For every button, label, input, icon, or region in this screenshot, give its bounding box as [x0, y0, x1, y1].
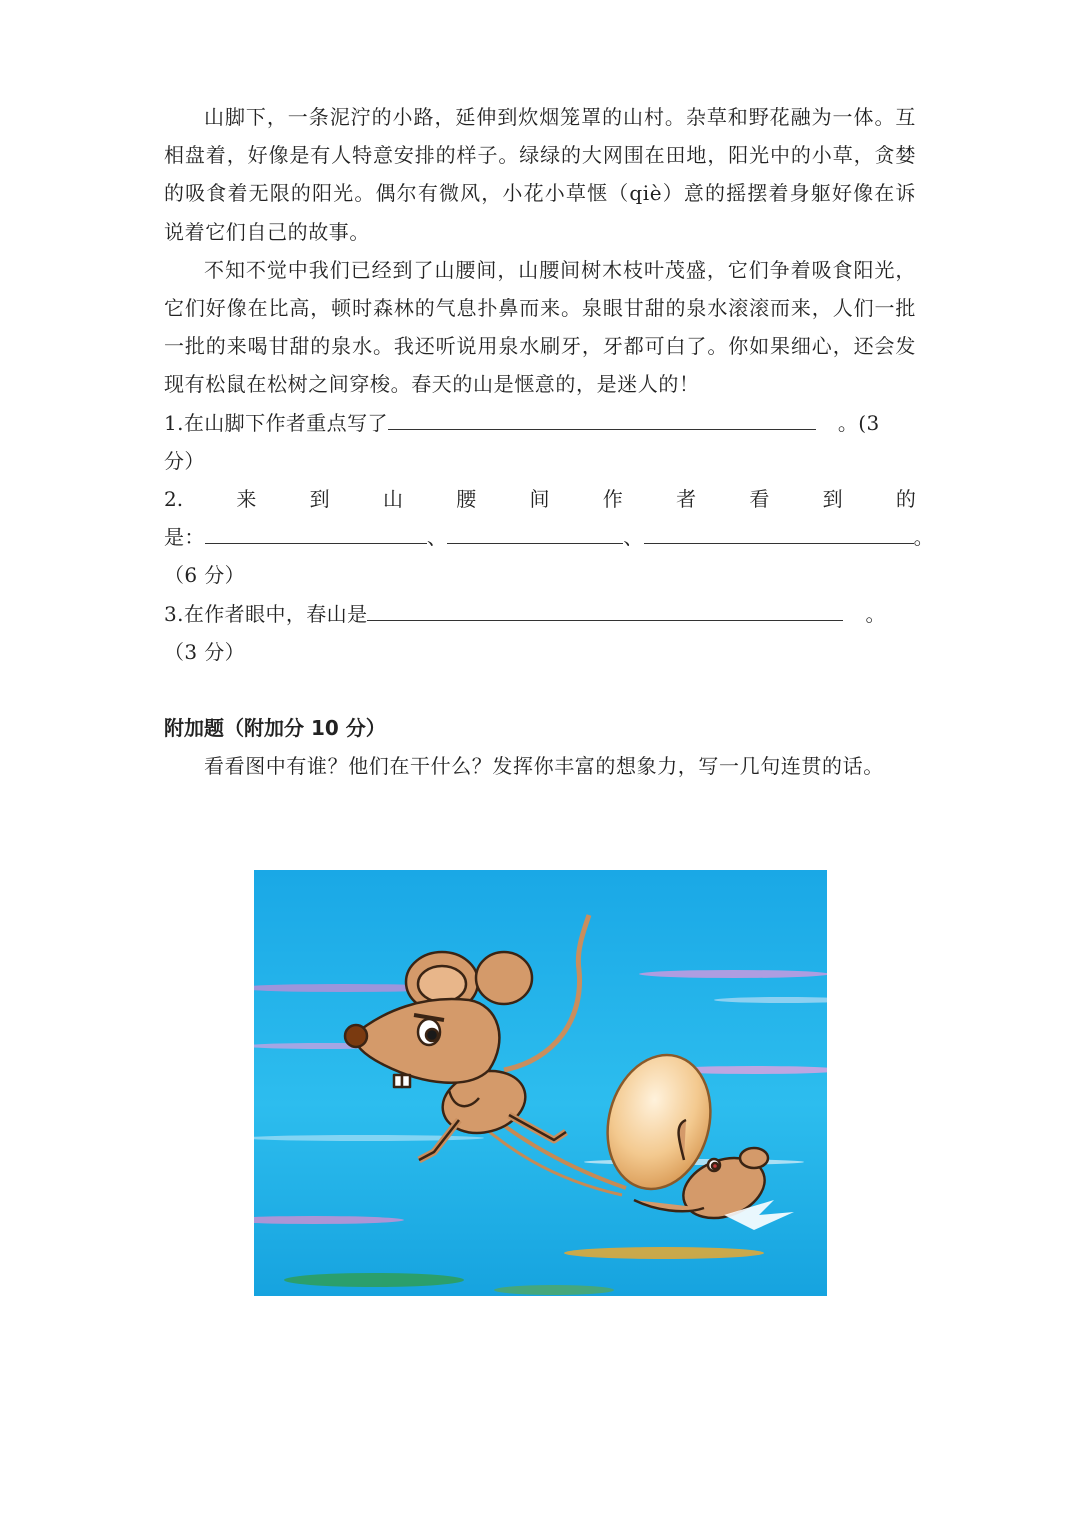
question-2-line-2 [164, 518, 935, 556]
passage-paragraph-1: 山脚下，一条泥泞的小路，延伸到炊烟笼罩的山村。杂草和野花融为一体。互相盘着，好像是有人特意安排的样子。绿绿的大网围在田地，阳光中的小草，贪婪的吸食着无限的阳光。偶尔有微风，小花小草惬（qiè）意的摇摆着身躯好像在诉说着它们自己的故事。 [164, 105, 916, 244]
question-2-score: （6 分） [164, 563, 246, 588]
sky-background [254, 870, 827, 1296]
question-2-char: 者 [676, 487, 697, 512]
question-2-char: 的 [895, 487, 916, 512]
mouse-egg-illustration [254, 870, 827, 1296]
question-2-char: 到 [822, 487, 843, 512]
question-1-score: 分） [164, 448, 205, 473]
question-3-prefix: 3.在作者眼中，春山是 [164, 601, 368, 626]
question-2-char: 到 [309, 487, 330, 512]
question-2-answer-blank-1[interactable] [205, 521, 427, 544]
question-2-char: 山 [382, 487, 403, 512]
bonus-prompt: 看看图中有谁？他们在干什么？发挥你丰富的想象力，写一几句连贯的话。 [204, 754, 884, 779]
question-2-answer-blank-3[interactable] [644, 521, 914, 544]
worksheet-page [164, 98, 935, 785]
question-3-score: （3 分） [164, 639, 246, 664]
question-1-prefix: 1.在山脚下作者重点写了 [164, 410, 388, 435]
question-2-char: 作 [602, 487, 623, 512]
question-2-char: 2. [164, 487, 184, 512]
question-2-line-1 [164, 480, 916, 518]
question-2-end: 。 [913, 525, 935, 550]
section-spacer [164, 671, 916, 709]
question-1-answer-blank[interactable] [388, 407, 816, 430]
question-2-char: 腰 [456, 487, 477, 512]
question-2-char: 看 [749, 487, 770, 512]
question-2-separator: 、 [623, 525, 644, 550]
question-2-char: 间 [529, 487, 550, 512]
question-2-prefix: 是： [164, 525, 205, 550]
passage-paragraph-2: 不知不觉中我们已经到了山腰间，山腰间树木枝叶茂盛，它们争着吸食阳光，它们好像在比高，顿时森林的气息扑鼻而来。泉眼甘甜的泉水滚滚而来，人们一批一批的来喝甘甜的泉水。我还听说用泉水刷牙，牙都可白了。你如果细心，还会发现有松鼠在松树之间穿梭。春天的山是惬意的，是迷人的！ [164, 257, 916, 397]
question-1 [164, 404, 916, 442]
question-3-suffix: 。 [865, 601, 886, 626]
question-2-char: 来 [236, 487, 257, 512]
question-2-separator: 、 [426, 525, 448, 550]
question-3-answer-blank[interactable] [367, 598, 843, 621]
question-2-answer-blank-2[interactable] [447, 521, 623, 544]
question-1-suffix: 。(3 [837, 410, 880, 435]
bonus-heading: 附加题（附加分 10 分） [164, 716, 386, 741]
question-3 [164, 595, 916, 633]
